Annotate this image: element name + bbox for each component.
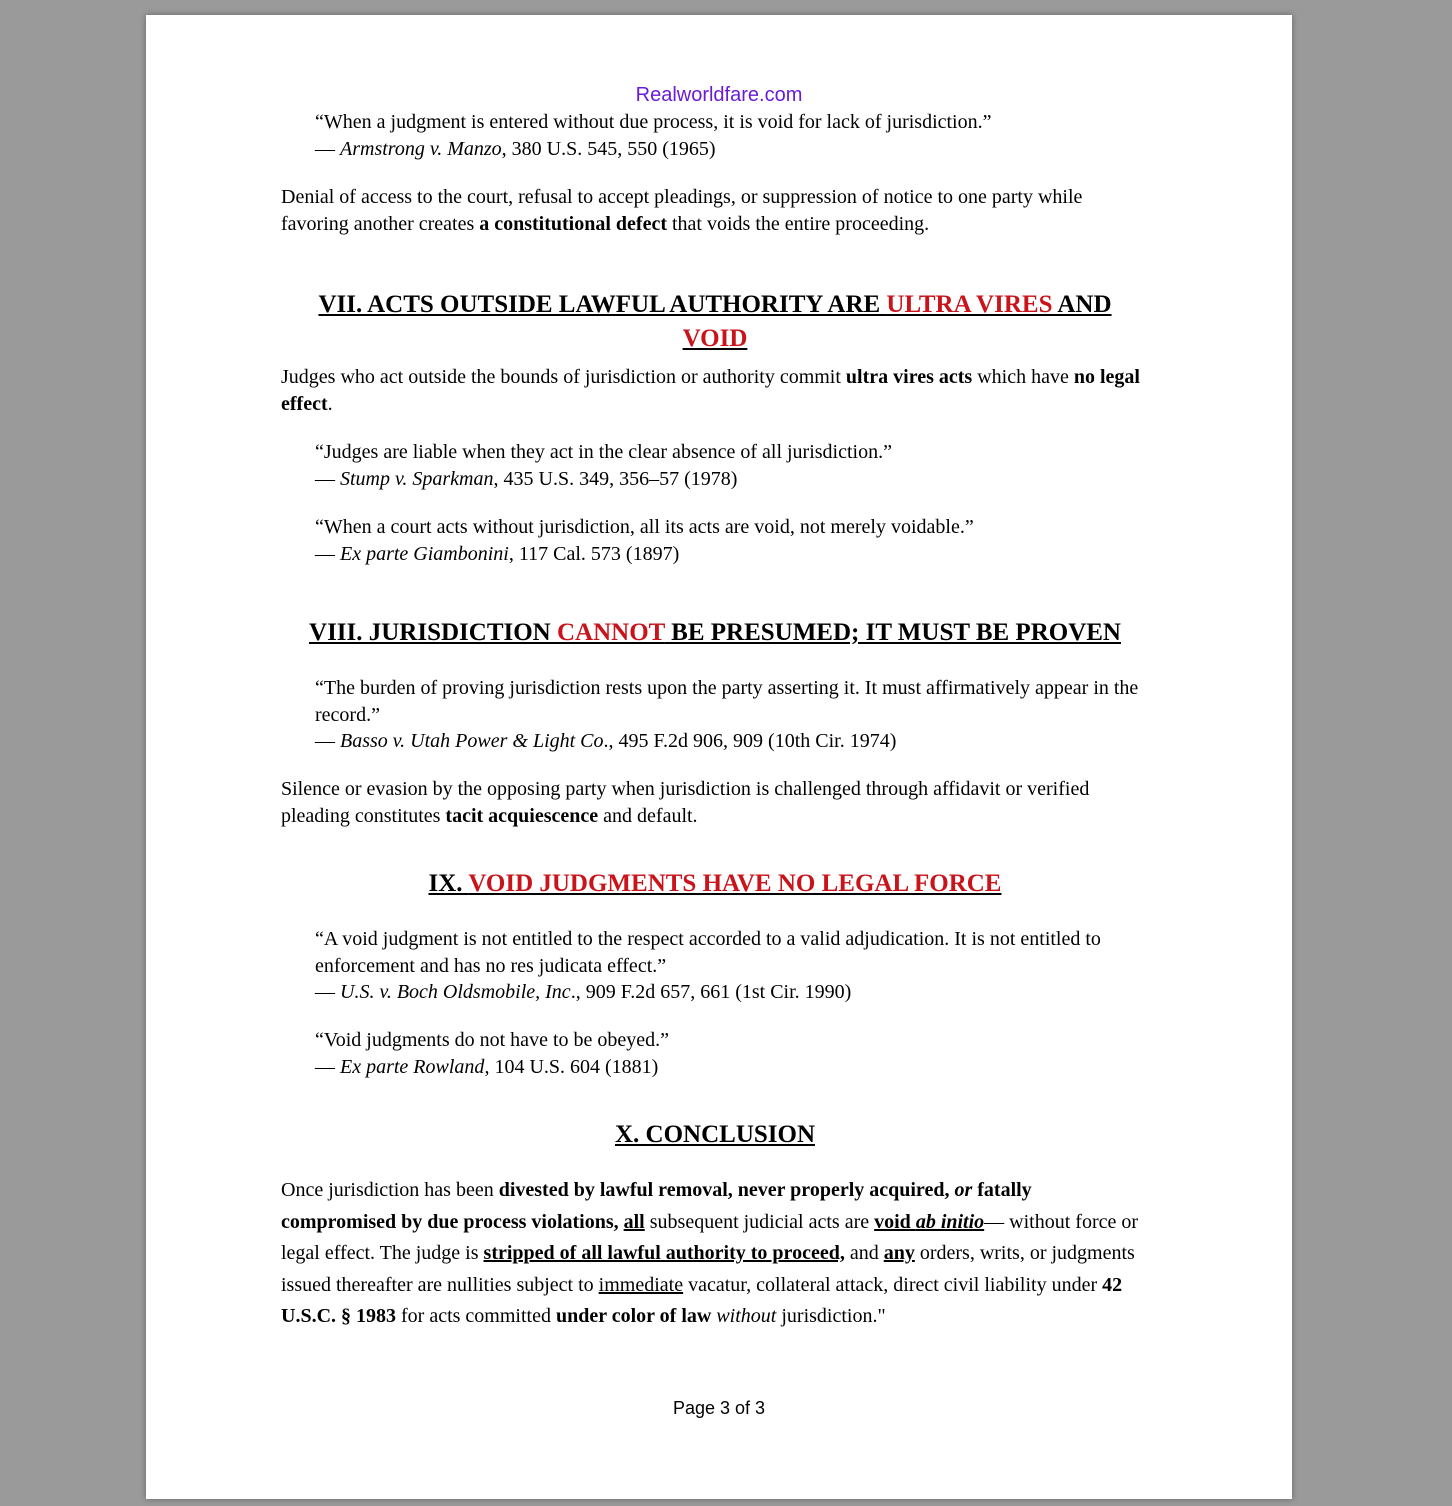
- quote-giambonini: [281, 514, 1149, 567]
- quote-rowland: [281, 1027, 1149, 1080]
- section-heading: IX. VOID JUDGMENTS HAVE NO LEGAL FORCE: [428, 870, 1002, 897]
- heading-section-7: [281, 288, 1149, 356]
- quote-text: “When a court acts without jurisdiction, all its acts are void, not merely voidable.”: [315, 516, 974, 538]
- heading-section-10: [281, 1118, 1149, 1152]
- section-heading: VIII. JURISDICTION CANNOT BE PRESUMED; IT MUST BE PROVEN: [309, 619, 1121, 646]
- heading-section-9: [281, 867, 1149, 901]
- quote-text: “A void judgment is not entitled to the respect accorded to a valid adjudication. It is not entitled to enforcement and has no res judicata effect.”: [315, 928, 1101, 977]
- quote-citation: — U.S. v. Boch Oldsmobile, Inc., 909 F.2d 657, 661 (1st Cir. 1990): [315, 981, 852, 1003]
- quote-armstrong: [281, 109, 1149, 162]
- quote-text: “Judges are liable when they act in the clear absence of all jurisdiction.”: [315, 441, 892, 463]
- quote-text: “When a judgment is entered without due process, it is void for lack of jurisdiction.”: [315, 111, 992, 133]
- quote-text: “The burden of proving jurisdiction rests upon the party asserting it. It must affirmatively appear in the record.”: [315, 677, 1139, 726]
- document-page: [146, 15, 1292, 1499]
- quote-citation: — Ex parte Giambonini, 117 Cal. 573 (1897): [315, 542, 680, 565]
- quote-boch: [281, 926, 1149, 1006]
- quote-basso: [281, 675, 1149, 755]
- section-6-tail: [281, 109, 1149, 162]
- quote-stump: [281, 439, 1149, 492]
- section-heading: X. CONCLUSION: [614, 1121, 816, 1148]
- site-watermark: Realworldfare.com: [635, 84, 803, 106]
- paragraph-silence: Silence or evasion by the opposing party when jurisdiction is challenged through affidavit or verified pleading constitutes tacit acquiescence and default.: [281, 778, 1090, 827]
- section-heading: VII. ACTS OUTSIDE LAWFUL AUTHORITY ARE ULTRA VIRES AND VOID: [318, 291, 1112, 352]
- quote-citation: — Armstrong v. Manzo, 380 U.S. 545, 550 (1965): [315, 137, 716, 160]
- heading-section-8: [281, 616, 1149, 650]
- paragraph-ultra-vires: Judges who act outside the bounds of jurisdiction or authority commit ultra vires acts which have no legal effect.: [281, 366, 1140, 415]
- quote-text: “Void judgments do not have to be obeyed.”: [315, 1029, 670, 1051]
- quote-citation: — Basso v. Utah Power & Light Co., 495 F.2d 906, 909 (10th Cir. 1974): [315, 730, 897, 752]
- quote-citation: — Stump v. Sparkman, 435 U.S. 349, 356–57 (1978): [315, 467, 738, 490]
- paragraph-denial: Denial of access to the court, refusal to accept pleadings, or suppression of notice to one party while favoring another creates a constitutional defect that voids the entire proceeding.: [281, 186, 1083, 235]
- page-number: Page 3 of 3: [672, 1398, 766, 1418]
- quote-citation: — Ex parte Rowland, 104 U.S. 604 (1881): [315, 1055, 659, 1078]
- paragraph-conclusion: Once jurisdiction has been divested by lawful removal, never properly acquired, or fatally compromised by due process violations, all subsequent judicial acts are void ab initio— without force or legal effect. The judge is stripped of all lawful authority to proceed, and any orders, writs, or judgments issued thereafter are nullities subject to immediate vacatur, collateral attack, direct civil liability under 42 U.S.C. § 1983 for acts committed under color of law without jurisdiction.": [281, 1179, 1139, 1327]
